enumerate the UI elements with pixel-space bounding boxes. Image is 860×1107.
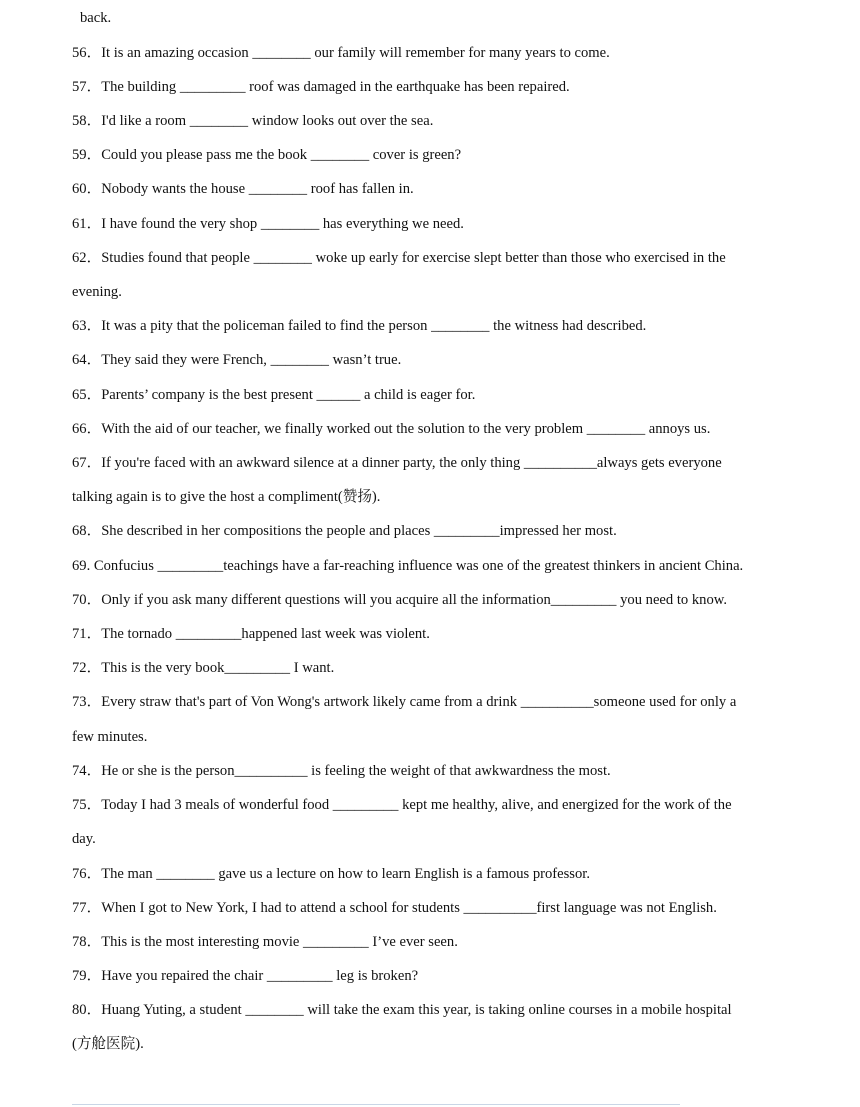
footer-divider xyxy=(72,1104,680,1105)
question-79: 79．Have you repaired the chair _________ leg is broken? xyxy=(72,968,419,984)
question-63: 63．It was a pity that the policeman failed to find the person ________ the witness had described. xyxy=(72,318,647,334)
question-67-continued: talking again is to give the host a compliment(赞扬). xyxy=(72,489,381,505)
question-67: 67．If you're faced with an awkward silence at a dinner party, the only thing __________always gets everyone xyxy=(72,455,722,471)
question-64: 64．They said they were French, ________ wasn’t true. xyxy=(72,352,402,368)
text-line: back. xyxy=(80,10,112,26)
question-62: 62．Studies found that people ________ woke up early for exercise slept better than those who exercised in the xyxy=(72,250,726,266)
question-60: 60．Nobody wants the house ________ roof has fallen in. xyxy=(72,181,414,197)
question-74: 74．He or she is the person__________ is feeling the weight of that awkwardness the most. xyxy=(72,763,611,779)
question-77: 77．When I got to New York, I had to attend a school for students __________first language was not English. xyxy=(72,900,717,916)
question-71: 71．The tornado _________happened last week was violent. xyxy=(72,626,430,642)
question-72: 72．This is the very book_________ I want. xyxy=(72,660,335,676)
question-73: 73．Every straw that's part of Von Wong's artwork likely came from a drink __________someone used for only a xyxy=(72,694,737,710)
question-57: 57．The building _________ roof was damaged in the earthquake has been repaired. xyxy=(72,79,570,95)
question-76: 76．The man ________ gave us a lecture on how to learn English is a famous professor. xyxy=(72,866,590,882)
question-75-continued: day. xyxy=(72,831,96,847)
question-66: 66．With the aid of our teacher, we finally worked out the solution to the very problem ________ annoys us. xyxy=(72,421,711,437)
question-61: 61．I have found the very shop ________ has everything we need. xyxy=(72,216,464,232)
question-65: 65．Parents’ company is the best present ______ a child is eager for. xyxy=(72,387,476,403)
question-59: 59．Could you please pass me the book ________ cover is green? xyxy=(72,147,462,163)
question-56: 56．It is an amazing occasion ________ our family will remember for many years to come. xyxy=(72,45,610,61)
question-69: 69. Confucius _________teachings have a far-reaching influence was one of the greatest thinkers in ancient China. xyxy=(72,558,744,574)
question-62-continued: evening. xyxy=(72,284,122,300)
question-68: 68．She described in her compositions the people and places _________impressed her most. xyxy=(72,523,617,539)
question-75: 75．Today I had 3 meals of wonderful food _________ kept me healthy, alive, and energized for the work of the xyxy=(72,797,732,813)
question-58: 58．I'd like a room ________ window looks out over the sea. xyxy=(72,113,434,129)
question-80: 80．Huang Yuting, a student ________ will take the exam this year, is taking online courses in a mobile hospital xyxy=(72,1002,732,1018)
question-73-continued: few minutes. xyxy=(72,729,148,745)
question-78: 78．This is the most interesting movie _________ I’ve ever seen. xyxy=(72,934,458,950)
question-70: 70．Only if you ask many different questions will you acquire all the information_________ you need to know. xyxy=(72,592,727,608)
question-80-continued: (方舱医院). xyxy=(72,1036,144,1052)
